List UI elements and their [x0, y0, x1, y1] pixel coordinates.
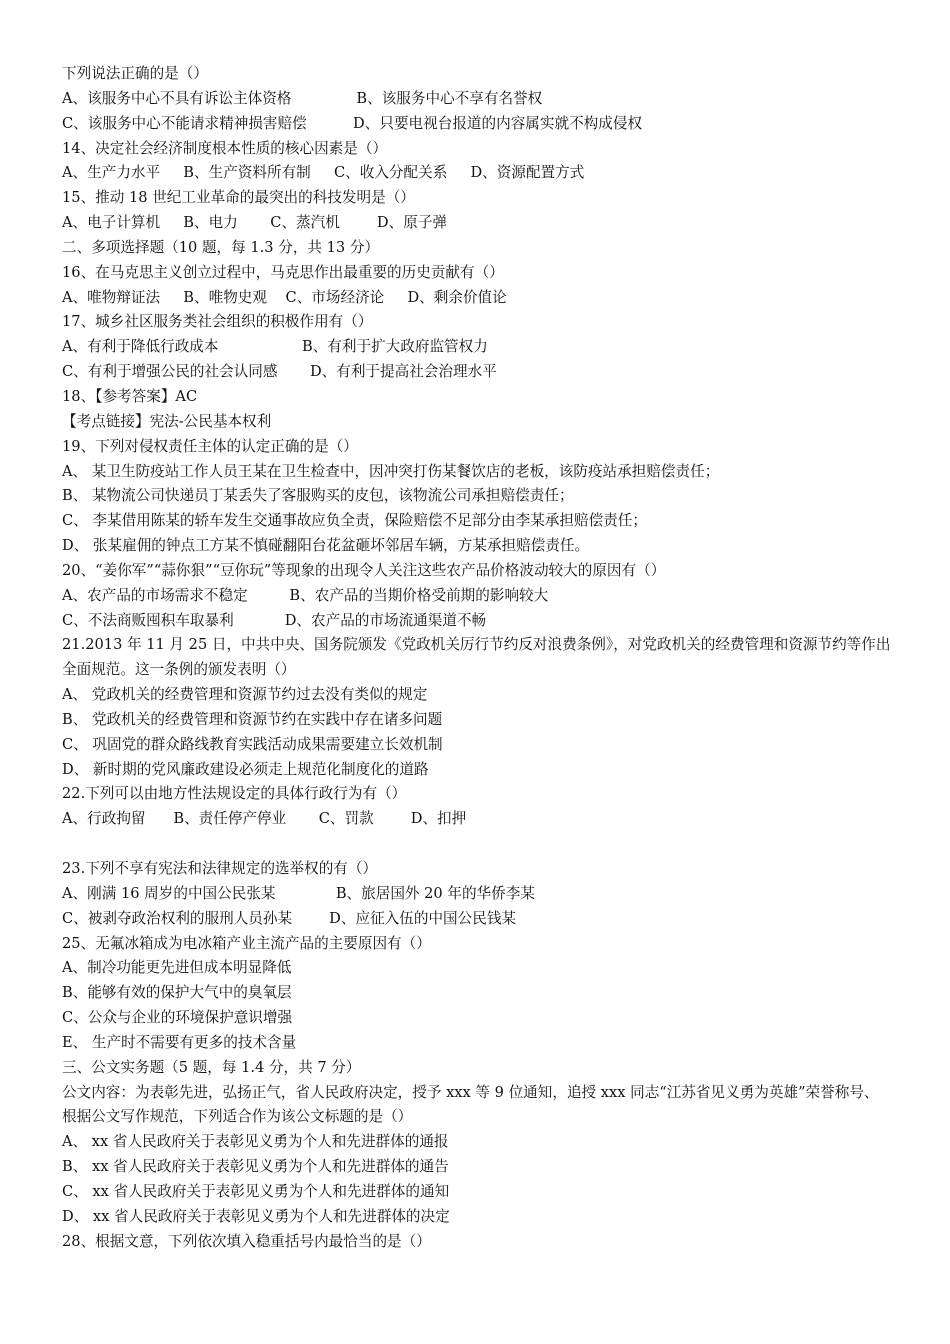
gongwen-questions — [62, 1105, 892, 1254]
text-line: D、 新时期的党风廉政建设必须走上规范化制度化的道路 — [62, 760, 429, 778]
text-line: B、 xx 省人民政府关于表彰见义勇为个人和先进群体的通告 — [62, 1158, 449, 1176]
text-line: A、 某卫生防疫站工作人员王某在卫生检查中，因冲突打伤某餐饮店的老板，该防疫站承担赔偿责任； — [62, 462, 720, 480]
text-line: A、 xx 省人民政府关于表彰见义勇为个人和先进群体的通报 — [62, 1133, 449, 1151]
text-line: A、行政拘留 B、责任停产停业 C、罚款 D、扣押 — [62, 810, 467, 828]
text-line: C、不法商贩囤积车取暴利 D、农产品的市场流通渠道不畅 — [62, 611, 487, 629]
text-line: C、 李某借用陈某的轿车发生交通事故应负全责，保险赔偿不足部分由李某承担赔偿责任； — [62, 512, 647, 530]
text-line: A、生产力水平 B、生产资料所有制 C、收入分配关系 D、资源配置方式 — [62, 164, 585, 182]
text-line: 23.下列不享有宪法和法律规定的选举权的有（） — [62, 860, 378, 877]
text-line: 18、【参考答案】AC — [62, 387, 198, 405]
text-line: 17、城乡社区服务类社会组织的积极作用有（） — [62, 313, 373, 331]
text-line: C、 巩固党的群众路线教育实践活动成果需要建立长效机制 — [62, 735, 443, 753]
text-line: C、被剥夺政治权利的服刑人员孙某 D、应征入伍的中国公民钱某 — [62, 909, 517, 927]
questions-21-options-and-22 — [62, 683, 892, 832]
text-line: A、刚满 16 周岁的中国公民张某 B、旅居国外 20 年的华侨李某 — [62, 884, 535, 902]
questions-23-to-25 — [62, 857, 892, 1081]
question-21-stem: 21.2013 年 11 月 25 日，中共中央、国务院颁发《党政机关厉行节约反对浪费条例》，对党政机关的经费管理和资源节约等作出全面规范。这一条例的颁发表明（） — [62, 636, 891, 679]
text-line: D、 张某雇佣的钟点工方某不慎碰翻阳台花盆砸坏邻居车辆，方某承担赔偿责任。 — [62, 537, 590, 555]
text-line: A、该服务中心不具有诉讼主体资格 B、该服务中心不享有名誉权 — [62, 89, 543, 107]
text-line: A、唯物辩证法 B、唯物史观 C、市场经济论 D、剩余价值论 — [62, 288, 507, 306]
text-line: 25、无氟冰箱成为电冰箱产业主流产品的主要原因有（） — [62, 934, 431, 952]
text-line: A、有利于降低行政成本 B、有利于扩大政府监管权力 — [62, 338, 488, 356]
text-line: 16、在马克思主义创立过程中，马克思作出最重要的历史贡献有（） — [62, 263, 504, 281]
text-line: A、制冷功能更先进但成本明显降低 — [62, 959, 292, 977]
text-line: B、能够有效的保护大气中的臭氧层 — [62, 984, 292, 1002]
text-line: A、 党政机关的经费管理和资源节约过去没有类似的规定 — [62, 686, 428, 704]
text-line: 28、根据文意，下列依次填入稳重括号内最恰当的是（） — [62, 1232, 431, 1250]
text-line: 二、多项选择题（10 题，每 1.3 分，共 13 分） — [62, 238, 380, 256]
document-page — [62, 62, 892, 1255]
questions-13-to-20 — [62, 62, 892, 633]
gongwen-content: 公文内容：为表彰先进，弘扬正气，省人民政府决定，授予 xxx 等 9 位通知，追授 xxx 同志“江苏省见义勇为英雄”荣誉称号、 — [62, 1083, 879, 1101]
text-line: D、 xx 省人民政府关于表彰见义勇为个人和先进群体的决定 — [62, 1207, 450, 1225]
text-line: B、 党政机关的经费管理和资源节约在实践中存在诸多问题 — [62, 710, 443, 728]
text-line: E、 生产时不需要有更多的技术含量 — [62, 1033, 297, 1051]
text-line: 20、“姜你军”“蒜你狠”“豆你玩”等现象的出现令人关注这些农产品价格波动较大的原因有（） — [62, 561, 666, 579]
text-line: C、有利于增强公民的社会认同感 D、有利于提高社会治理水平 — [62, 363, 497, 381]
text-line: 【考点链接】宪法-公民基本权利 — [62, 412, 272, 430]
text-line: B、 某物流公司快递员丁某丢失了客服购买的皮包，该物流公司承担赔偿责任； — [62, 487, 574, 505]
text-line: 根据公文写作规范，下列适合作为该公文标题的是（） — [62, 1108, 413, 1126]
text-line: A、电子计算机 B、电力 C、蒸汽机 D、原子弹 — [62, 214, 448, 232]
text-line: A、农产品的市场需求不稳定 B、农产品的当期价格受前期的影响较大 — [62, 586, 549, 604]
text-line: 下列说法正确的是（） — [62, 65, 208, 82]
text-line: 22.下列可以由地方性法规设定的具体行政行为有（） — [62, 785, 407, 803]
blank-spacer — [62, 832, 892, 857]
text-line: C、 xx 省人民政府关于表彰见义勇为个人和先进群体的通知 — [62, 1182, 450, 1200]
text-line: 15、推动 18 世纪工业革命的最突出的科技发明是（） — [62, 189, 415, 207]
text-line: C、该服务中心不能请求精神损害赔偿 D、只要电视台报道的内容属实就不构成侵权 — [62, 114, 643, 132]
text-line: 14、决定社会经济制度根本性质的核心因素是（） — [62, 139, 388, 157]
text-line: C、公众与企业的环境保护意识增强 — [62, 1009, 293, 1027]
text-line: 19、下列对侵权责任主体的认定正确的是（） — [62, 437, 358, 455]
text-line: 三、公文实务题（5 题，每 1.4 分，共 7 分） — [62, 1058, 361, 1076]
